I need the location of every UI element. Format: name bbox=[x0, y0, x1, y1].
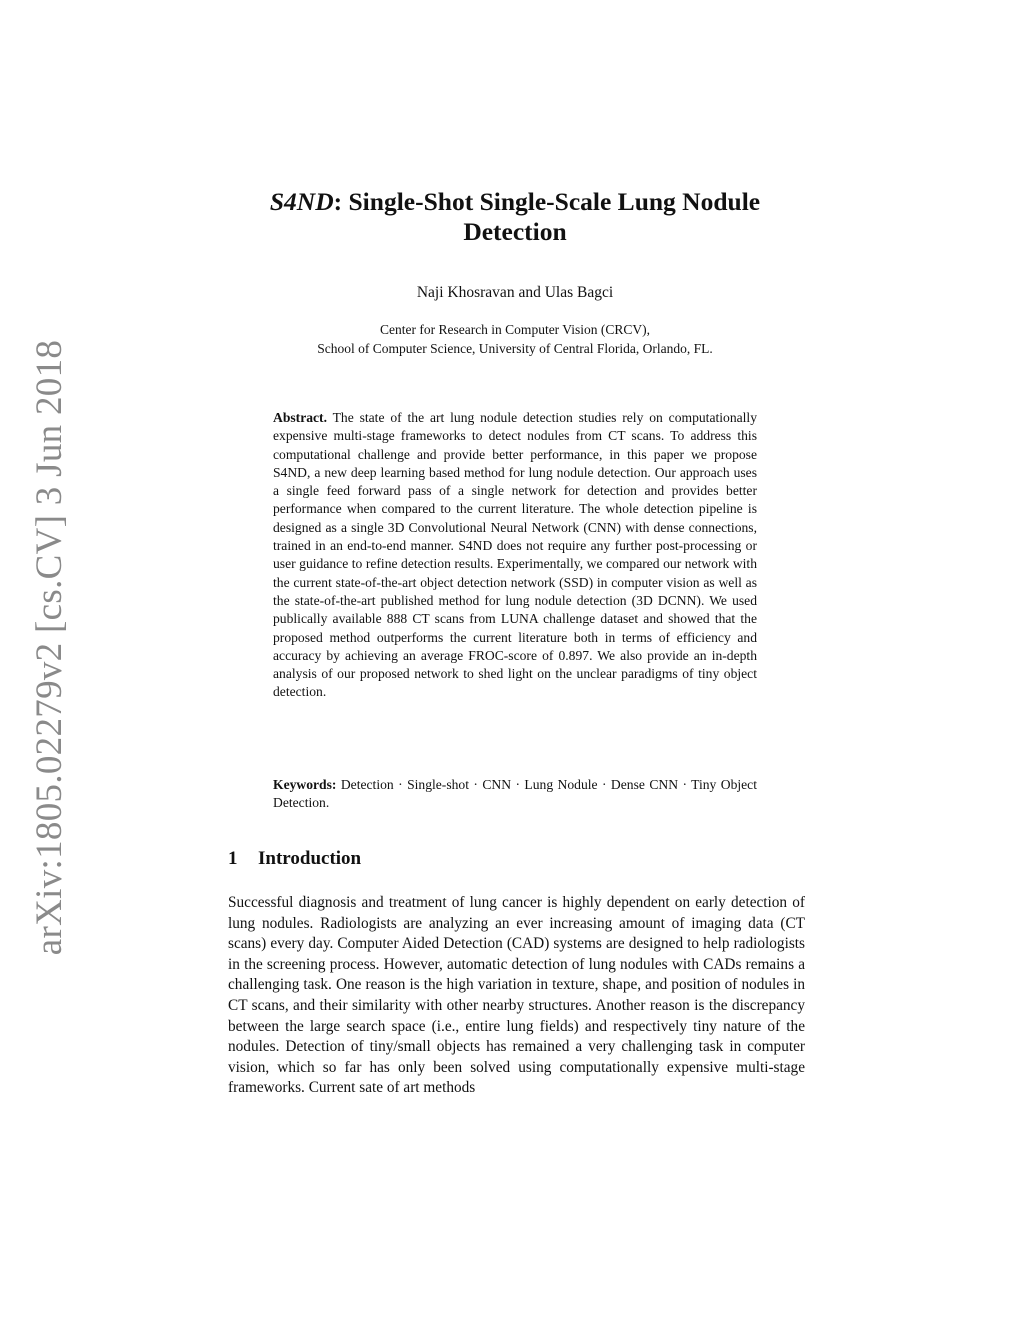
arxiv-identifier-stamp bbox=[20, 339, 80, 956]
arxiv-identifier-text: arXiv:1805.02279v2 [cs.CV] 3 Jun 2018 bbox=[29, 339, 71, 956]
abstract-label: Abstract. bbox=[273, 410, 327, 425]
section-title: Introduction bbox=[258, 848, 362, 869]
author-list: Naji Khosravan and Ulas Bagci bbox=[416, 284, 614, 301]
keywords bbox=[273, 776, 757, 813]
paper-title bbox=[230, 187, 800, 247]
affiliation-line1: Center for Research in Computer Vision (CRCV), bbox=[379, 322, 651, 337]
abstract-text: The state of the art lung nodule detection studies rely on computationally expensive multi-stage frameworks to detect nodules from CT scans. To address this computational challenge and provide better performance, in this paper we propose S4ND, a new deep learning based method for lung nodule detection. Our approach uses a single feed forward pass of a single network for detection and provides better performance when compared to the current literature. The whole detection pipeline is designed as a single 3D Convolutional Neural Network (CNN) with dense connections, trained in an end-to-end manner. S4ND does not require any further post-processing or user guidance to refine detection results. Experimentally, we compared our network with the current state-of-the-art object detection network (SSD) in computer vision as well as the state-of-the-art published method for lung nodule detection (3D DCNN). We used publically available 888 CT scans from LUNA challenge dataset and showed that the proposed method outperforms the current literature both in terms of efficiency and accuracy by achieving an average FROC-score of 0.897. We also provide an in-depth analysis of our proposed network to shed light on the unclear paradigms of tiny object detection. bbox=[273, 410, 758, 700]
section-heading-introduction bbox=[228, 848, 361, 870]
affiliation bbox=[230, 320, 800, 358]
affiliation-line2: School of Computer Science, University of Central Florida, Orlando, FL. bbox=[317, 341, 713, 356]
keywords-text: Detection · Single-shot · CNN · Lung Nodule · Dense CNN · Tiny Object Detection. bbox=[273, 777, 757, 811]
keywords-label: Keywords: bbox=[273, 777, 337, 792]
title-line1-rest: : Single-Shot Single-Scale Lung Nodule bbox=[333, 187, 761, 216]
title-line2: Detection bbox=[463, 217, 567, 246]
introduction-paragraph: Successful diagnosis and treatment of lung cancer is highly dependent on early detection of lung nodules. Radiologists are analyzing an ever increasing amount of imaging data (CT scans) every day. Computer Aided Detection (CAD) systems are designed to help radiologists in the screening process. However, automatic detection of lung nodules with CADs remains a challenging task. One reason is the high variation in texture, shape, and position of nodules in CT scans, and their similarity with other nearby structures. Another reason is the discrepancy between the large search space (i.e., entire lung fields) and respectively tiny nature of the nodules. Detection of tiny/small objects has remained a very challenging task in computer vision, which so far has only been solved using computationally expensive multi-stage frameworks. Current sate of art methods bbox=[228, 894, 805, 1097]
abstract bbox=[273, 409, 757, 702]
section-number: 1 bbox=[228, 848, 238, 869]
title-acronym: S4ND bbox=[269, 187, 334, 216]
